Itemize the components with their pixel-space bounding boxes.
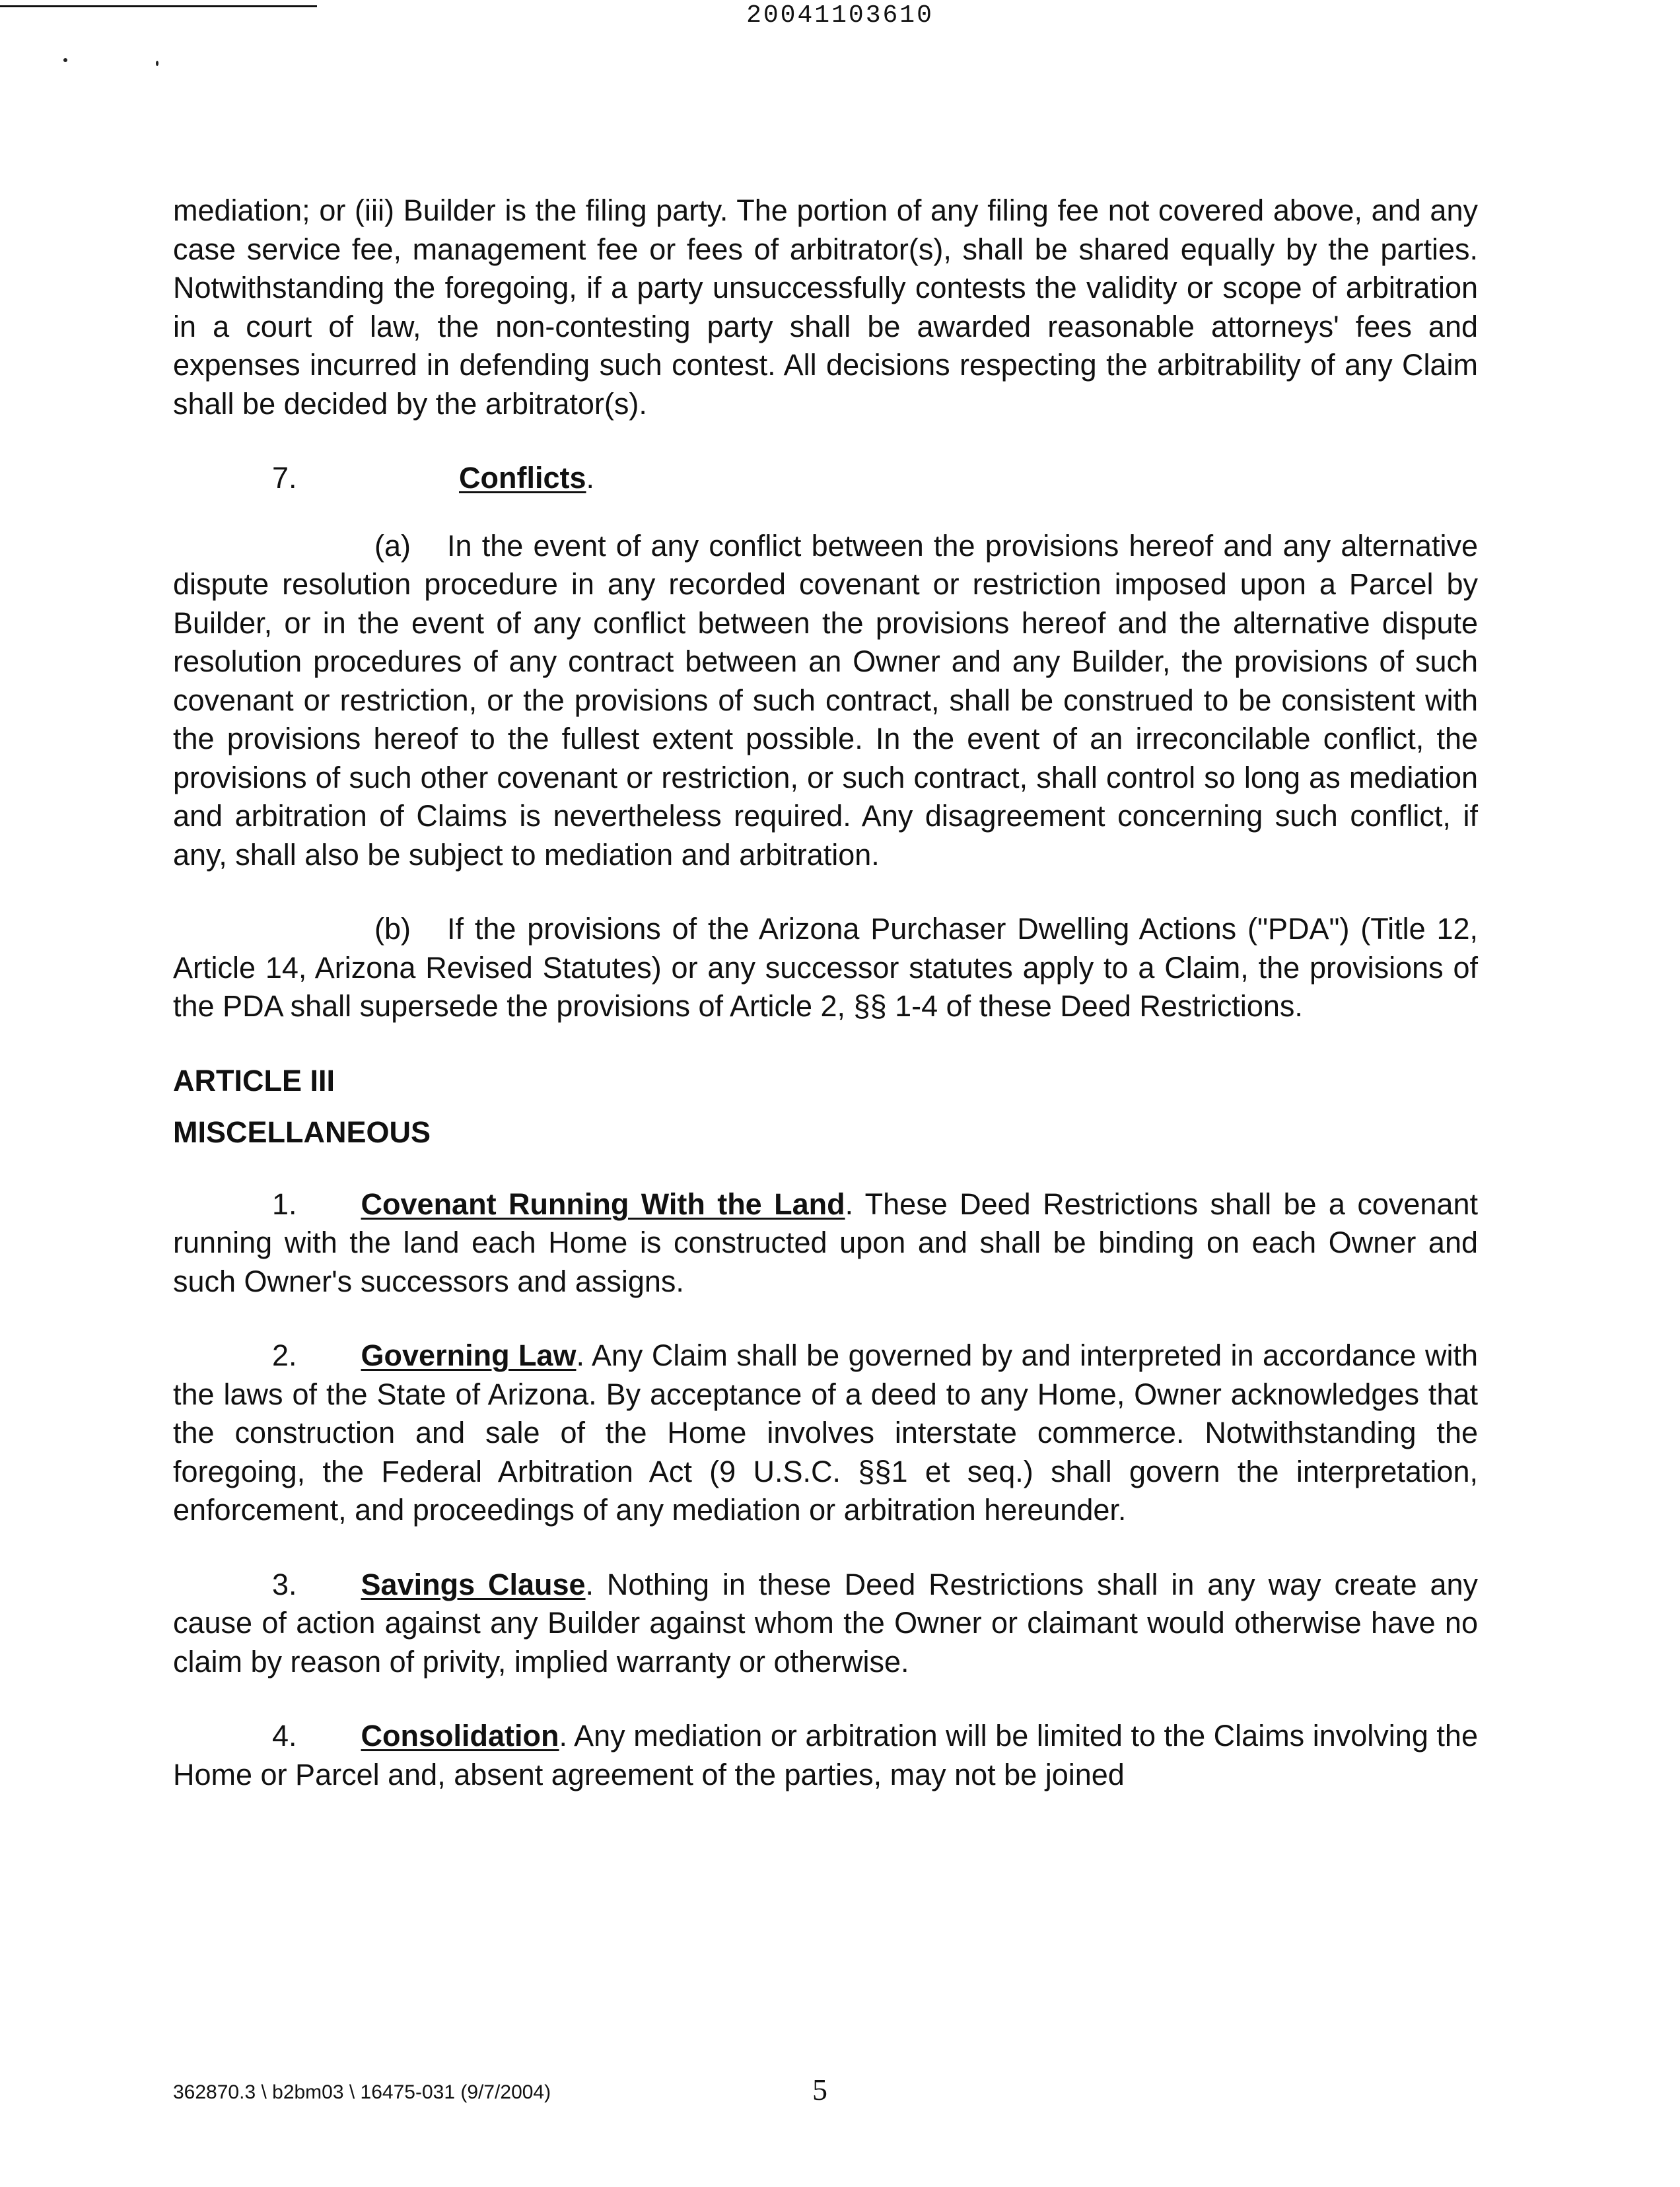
subsection-text: If the provisions of the Arizona Purchaser Dwelling Actions ("PDA") (Title 12, Article 14, Arizona Revised Statutes) or any successor statutes apply to a Claim, the provisions of the PDA shall supersede the provisions of Article 2, §§ 1-4 of these Deed Restrictions.	[173, 912, 1478, 1023]
section-paragraph: 2. Governing Law. Any Claim shall be governed by and interpreted in accordance with the laws of the State of Arizona. By acceptance of a deed to any Home, Owner acknowledges that the construction and sale of the Home involves interstate commerce. Notwithstanding the foregoing, the Federal Arbitration Act (9 U.S.C. §§1 et seq.) shall govern the interpretation, enforcement, and proceedings of any mediation or arbitration hereunder.	[173, 1338, 1479, 1527]
subsection-label: (b)	[374, 912, 411, 946]
section-text: Any Claim shall be governed by and interpreted in accordance with the laws of the State of Arizona. By acceptance of a deed to any Home, Owner acknowledges that the construction and sale of the Home involves interstate commerce. Notwithstanding the foregoing, the Federal Arbitration Act (9 U.S.C. §§1 et seq.) shall govern the interpretation, enforcement, and proceedings of any mediation or arbitration hereunder.	[173, 1338, 1479, 1527]
article-heading-block	[173, 1062, 1478, 1152]
document-number: 20041103610	[746, 1, 934, 30]
continued-paragraph: mediation; or (iii) Builder is the filing party. The portion of any filing fee not covered above, and any case service fee, management fee or fees of arbitrator(s), shall be shared equally by the parties. Notwithstanding the foregoing, if a party unsuccessfully contests the validity or scope of arbitration in a court of law, the non-contesting party shall be awarded reasonable attorneys' fees and expenses incurred in defending such contest. All decisions respecting the arbitrability of any Claim shall be decided by the arbitrator(s).	[173, 193, 1478, 421]
footer-document-code: 362870.3 \ b2bm03 \ 16475-031 (9/7/2004)	[173, 2081, 551, 2103]
section-text: Nothing in these Deed Restrictions shall in any way create any cause of action against any Builder against whom the Owner or claimant would otherwise have no claim by reason of privity, implied warranty or otherwise.	[173, 1567, 1478, 1679]
article-title: ARTICLE III	[173, 1063, 335, 1097]
scan-speck	[156, 61, 158, 66]
section-number: 3.	[272, 1567, 297, 1601]
section-text: These Deed Restrictions shall be a covenant running with the land each Home is constructed upon and shall be binding on each Owner and such Owner's successors and assigns.	[173, 1187, 1478, 1298]
section-number: 4.	[272, 1719, 297, 1753]
section-number: 2.	[272, 1338, 297, 1372]
subsection-text: In the event of any conflict between the provisions hereof and any alternative dispute resolution procedure in any recorded covenant or restriction imposed upon a Parcel by Builder, or in the event of any conflict between the provisions hereof and the alternative dispute resolution procedures of any contract between an Owner and any Builder, the provisions of such covenant or restriction, or the provisions of such contract, shall be construed to be consistent with the provisions hereof to the fullest extent possible. In the event of an irreconcilable conflict, the provisions of such other covenant or restriction, or such contract, shall control so long as mediation and arbitration of Claims is nevertheless required. Any disagreement concerning such conflict, if any, shall also be subject to mediation and arbitration.	[173, 528, 1478, 872]
section-paragraph: 1. Covenant Running With the Land. These Deed Restrictions shall be a covenant running with the land each Home is constructed upon and shall be binding on each Owner and such Owner's successors and assigns.	[173, 1187, 1478, 1298]
section-7b-paragraph	[173, 910, 1478, 1026]
section-number: 1.	[272, 1187, 297, 1221]
section-heading: Savings Clause	[361, 1567, 586, 1601]
section-7-heading-line: 7. Conflicts.	[272, 461, 595, 495]
heading-period: .	[586, 461, 595, 495]
section-7a-paragraph	[173, 527, 1478, 875]
document-body	[173, 191, 1478, 1794]
section-heading: Governing Law	[361, 1338, 577, 1372]
scan-speck	[63, 58, 67, 62]
section-heading: Consolidation	[361, 1719, 559, 1753]
section-paragraph: 4. Consolidation. Any mediation or arbitration will be limited to the Claims involving the Home or Parcel and, absent agreement of the parties, may not be joined	[173, 1719, 1478, 1791]
section-paragraph: 3. Savings Clause. Nothing in these Deed Restrictions shall in any way create any cause of action against any Builder against whom the Owner or claimant would otherwise have no claim by reason of privity, implied warranty or otherwise.	[173, 1567, 1478, 1679]
section-text: Any mediation or arbitration will be limited to the Claims involving the Home or Parcel and, absent agreement of the parties, may not be joined	[173, 1719, 1478, 1791]
article-subtitle: MISCELLANEOUS	[173, 1115, 431, 1149]
page-number: 5	[812, 2073, 827, 2106]
subsection-label: (a)	[374, 528, 411, 563]
section-heading: Covenant Running With the Land	[361, 1187, 845, 1221]
section-heading: Conflicts	[459, 461, 586, 495]
